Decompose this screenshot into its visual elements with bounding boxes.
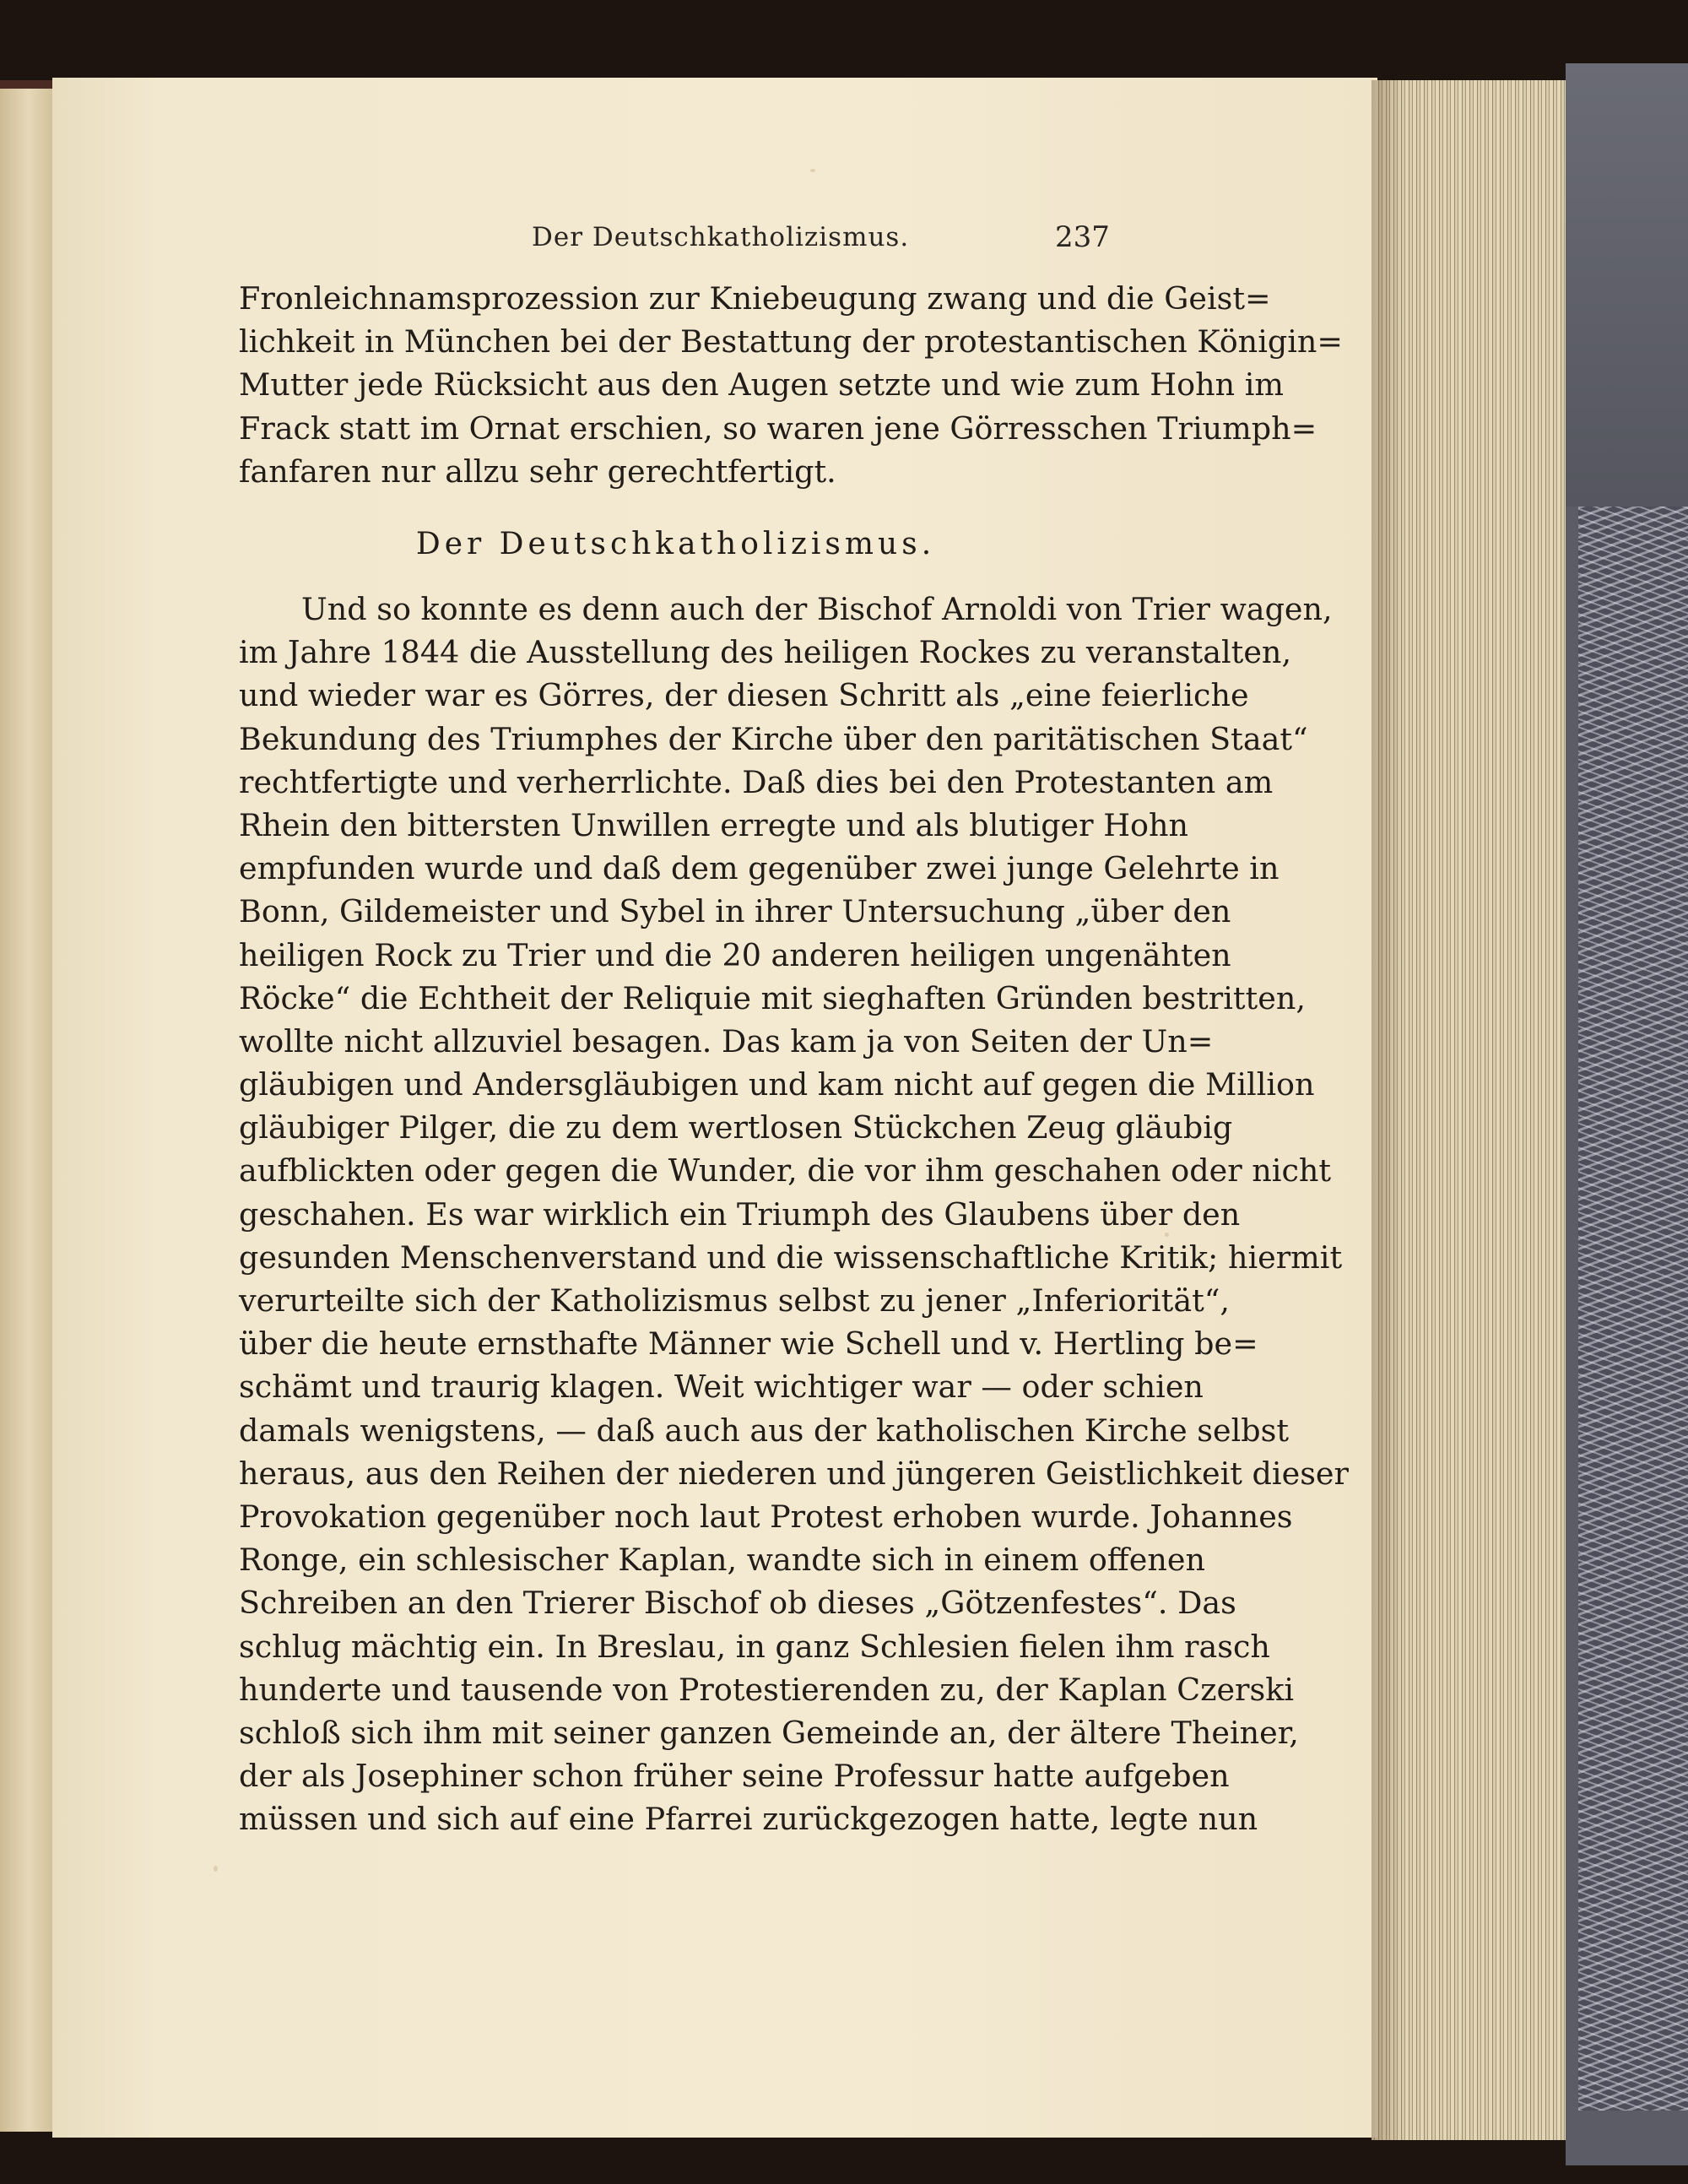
- text-line: empfunden wurde und daß dem gegenüber zwei junge Gelehrte in: [239, 850, 1280, 887]
- text-line: fanfaren nur allzu sehr gerechtfertigt.: [239, 453, 836, 490]
- text-line: geschahen. Es war wirklich ein Triumph des Glaubens über den: [239, 1195, 1241, 1233]
- text-line: Bonn, Gildemeister und Sybel in ihrer Untersuchung „über den: [239, 893, 1231, 930]
- text-line: lichkeit in München bei der Bestattung der protestantischen Königin=: [239, 323, 1343, 360]
- marbled-cover-edge: [1578, 507, 1688, 2111]
- text-line: gläubigen und Andersgläubigen und kam nicht auf gegen die Million: [239, 1066, 1315, 1103]
- text-line: heiligen Rock zu Trier und die 20 anderen heiligen ungenähten: [239, 936, 1231, 973]
- text-line: der als Josephiner schon früher seine Professur hatte aufgeben: [239, 1758, 1230, 1795]
- text-line: schämt und traurig klagen. Weit wichtiger war — oder schien: [239, 1368, 1204, 1406]
- text-line: schloß sich ihm mit seiner ganzen Gemeinde an, der ältere Theiner,: [239, 1714, 1299, 1751]
- running-head: Der Deutschkatholizismus.: [532, 222, 910, 252]
- paper-spot: [810, 169, 815, 172]
- text-line: über die heute ernsthafte Männer wie Schell und v. Hertling be=: [239, 1325, 1258, 1363]
- text-line: aufblickten oder gegen die Wunder, die vor ihm geschahen oder nicht: [239, 1152, 1332, 1190]
- paper-spot: [1165, 1233, 1169, 1237]
- text-line: Frack statt im Ornat erschien, so waren jene Görresschen Triumph=: [239, 409, 1317, 447]
- paragraph-2: [239, 588, 1349, 1840]
- text-line: schlug mächtig ein. In Breslau, in ganz Schlesien fielen ihm rasch: [239, 1628, 1270, 1665]
- paragraph-1: [239, 277, 1343, 493]
- text-line: hunderte und tausende von Protestierenden zu, der Kaplan Czerski: [239, 1671, 1295, 1708]
- text-line: Provokation gegenüber noch laut Protest erhoben wurde. Johannes: [239, 1498, 1293, 1535]
- text-line: Ronge, ein schlesischer Kaplan, wandte sich in einem offenen: [239, 1542, 1205, 1579]
- facing-page-edge: [0, 89, 55, 2132]
- text-line: gesunden Menschenverstand und die wissenschaftliche Kritik; hiermit: [239, 1238, 1343, 1276]
- text-line: Und so konnte es denn auch der Bischof Arnoldi von Trier wagen,: [301, 591, 1333, 627]
- book-cover-top: [1566, 63, 1688, 507]
- text-line: rechtfertigte und verherrlichte. Daß dies bei den Protestanten am: [239, 763, 1274, 800]
- text-line: müssen und sich auf eine Pfarrei zurückgezogen hatte, legte nun: [239, 1801, 1258, 1838]
- page-gutter-shadow: [1372, 80, 1405, 2140]
- text-line: Mutter jede Rücksicht aus den Augen setzte und wie zum Hohn im: [239, 366, 1285, 404]
- text-line: heraus, aus den Reihen der niederen und jüngeren Geistlichkeit dieser: [239, 1455, 1349, 1492]
- text-line: damals wenigstens, — daß auch aus der katholischen Kirche selbst: [239, 1412, 1290, 1449]
- text-line: verurteilte sich der Katholizismus selbst zu jener „Inferiorität“,: [239, 1282, 1231, 1319]
- text-line: gläubiger Pilger, die zu dem wertlosen Stückchen Zeug gläubig: [239, 1109, 1233, 1146]
- text-line: Bekundung des Triumphes der Kirche über den paritätischen Staat“: [239, 720, 1308, 757]
- paper-spot: [214, 1866, 218, 1872]
- text-line: im Jahre 1844 die Ausstellung des heiligen Rockes zu veranstalten,: [239, 634, 1292, 671]
- text-line: wollte nicht allzuviel besagen. Das kam ja von Seiten der Un=: [239, 1022, 1214, 1059]
- text-line: Rhein den bittersten Unwillen erregte und als blutiger Hohn: [239, 806, 1189, 843]
- text-line: Schreiben an den Trierer Bischof ob dieses „Götzenfestes“. Das: [239, 1585, 1236, 1622]
- section-heading: Der Deutschkatholizismus.: [415, 527, 936, 561]
- text-line: und wieder war es Görres, der diesen Schritt als „eine feierliche: [239, 677, 1249, 714]
- text-line: Fronleichnamsprozession zur Kniebeugung zwang und die Geist=: [239, 280, 1271, 317]
- text-line: Röcke“ die Echtheit der Reliquie mit sieghaften Gründen bestritten,: [239, 979, 1306, 1016]
- page-number: 237: [1055, 220, 1110, 254]
